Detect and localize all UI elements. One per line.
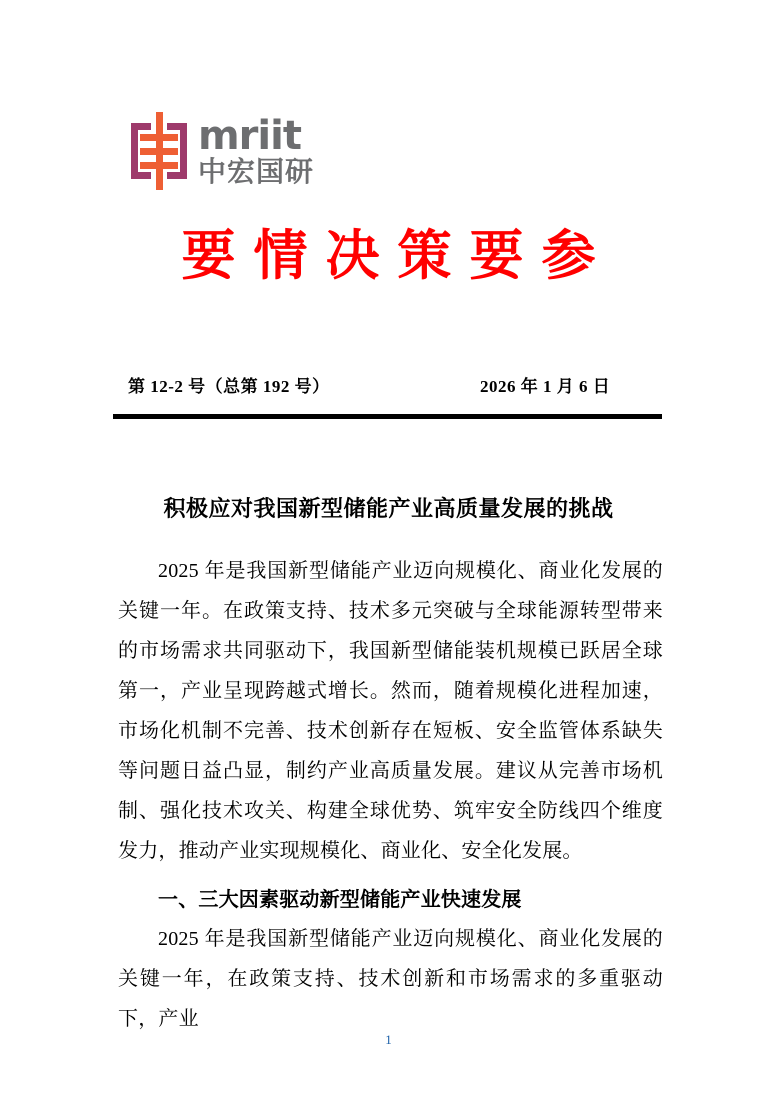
banner-title: 要情决策要参 <box>181 224 614 287</box>
article-body <box>118 551 663 1039</box>
masthead-divider <box>113 414 662 419</box>
issue-date: 2026 年 1 月 6 日 <box>480 377 611 396</box>
article-abstract: 2025 年是我国新型储能产业迈向规模化、商业化发展的关键一年。在政策支持、技术多元突破与全球能源转型带来的市场需求共同驱动下，我国新型储能装机规模已跃居全球第一，产业呈现跨越式增长。然而，随着规模化进程加速，市场化机制不完善、技术创新存在短板、安全监管体系缺失等问题日益凸显，制约产业高质量发展。建议从完善市场机制、强化技术攻关、构建全球优势、筑牢安全防线四个维度发力，推动产业实现规模化、商业化、安全化发展。 <box>118 560 663 862</box>
article-title: 积极应对我国新型储能产业高质量发展的挑战 <box>163 496 614 521</box>
logo-bar-top-icon <box>140 134 178 141</box>
issue-row <box>128 372 648 400</box>
logo-chinese-text: 中宏国研 <box>198 155 315 188</box>
publisher-masthead <box>131 112 431 190</box>
section-heading-1: 一、三大因素驱动新型储能产业快速发展 <box>158 887 522 911</box>
logo-latin-text: mriit <box>198 113 301 159</box>
issue-number: 第 12-2 号（总第 192 号） <box>128 377 330 396</box>
logo-wordmark <box>198 113 315 188</box>
logo-bar-middle-icon <box>140 148 178 155</box>
mriit-logo-icon <box>131 112 187 190</box>
page-number: 1 <box>385 1032 392 1047</box>
section-paragraph-1: 2025 年是我国新型储能产业迈向规模化、商业化发展的关键一年，在政策支持、技术创新和市场需求的多重驱动下，产业 <box>118 928 663 1030</box>
logo-bar-bottom-icon <box>140 162 178 169</box>
